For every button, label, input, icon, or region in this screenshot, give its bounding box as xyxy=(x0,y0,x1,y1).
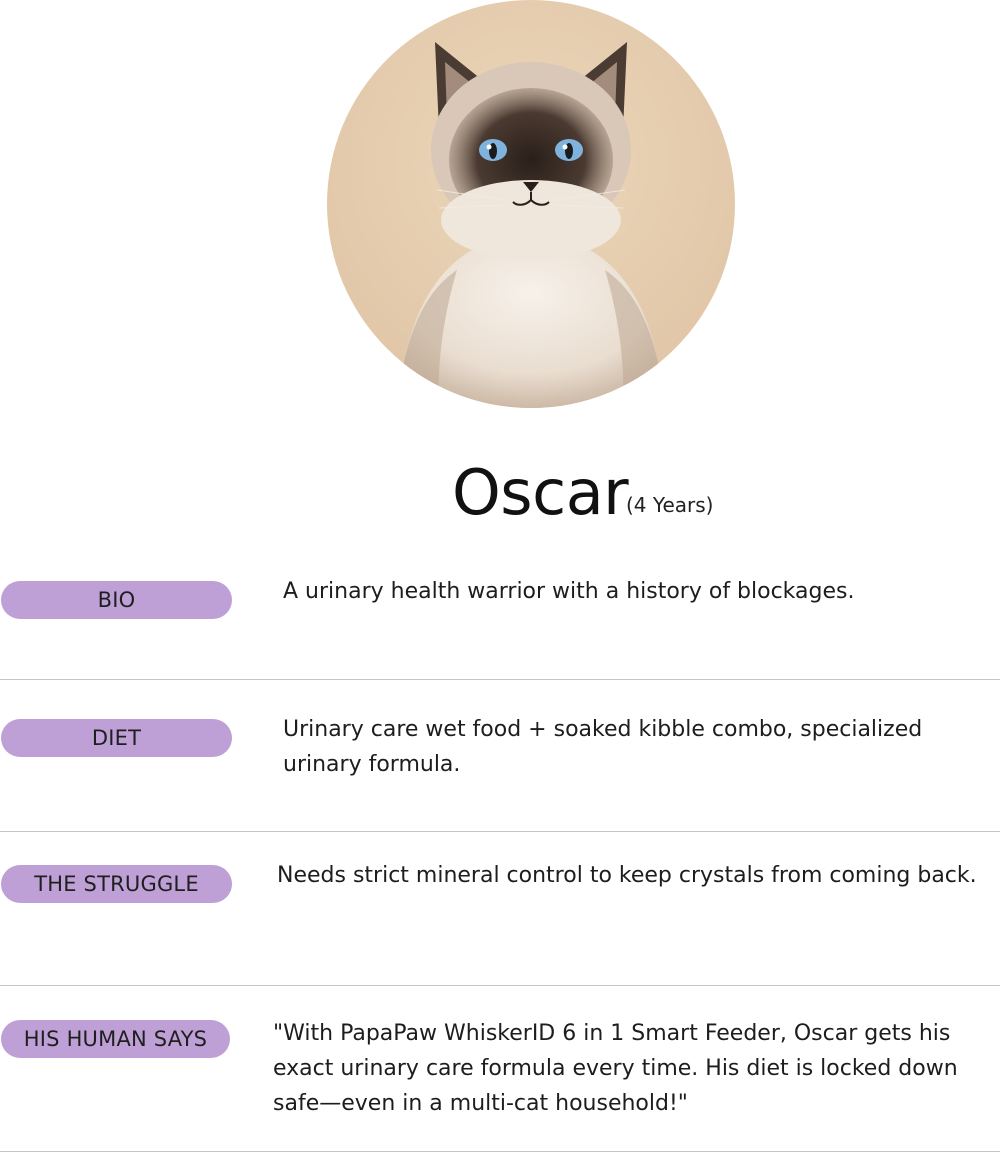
label-pill-struggle: THE STRUGGLE xyxy=(1,865,232,903)
diet-text: Urinary care wet food + soaked kibble combo, specialized urinary formula. xyxy=(283,717,923,777)
bio-text: A urinary health warrior with a history of blockages. xyxy=(283,579,855,604)
divider xyxy=(0,985,1000,986)
divider xyxy=(0,831,1000,832)
cat-photo-icon xyxy=(327,0,735,408)
profile-heading xyxy=(0,456,1000,536)
cat-name: Oscar xyxy=(452,456,629,529)
label-pill-human-says: HIS HUMAN SAYS xyxy=(1,1020,230,1058)
human-quote-text: "With PapaPaw WhiskerID 6 in 1 Smart Feeder, Oscar gets his exact urinary care formula every time. His diet is locked down safe—even in a multi-cat household!" xyxy=(273,1021,958,1116)
label-pill-bio: BIO xyxy=(1,581,232,619)
label-pill-diet: DIET xyxy=(1,719,232,757)
struggle-text: Needs strict mineral control to keep crystals from coming back. xyxy=(277,863,977,888)
cat-photo-avatar xyxy=(327,0,735,408)
cat-age: (4 Years) xyxy=(626,493,714,517)
divider xyxy=(0,679,1000,680)
divider xyxy=(0,1151,1000,1152)
